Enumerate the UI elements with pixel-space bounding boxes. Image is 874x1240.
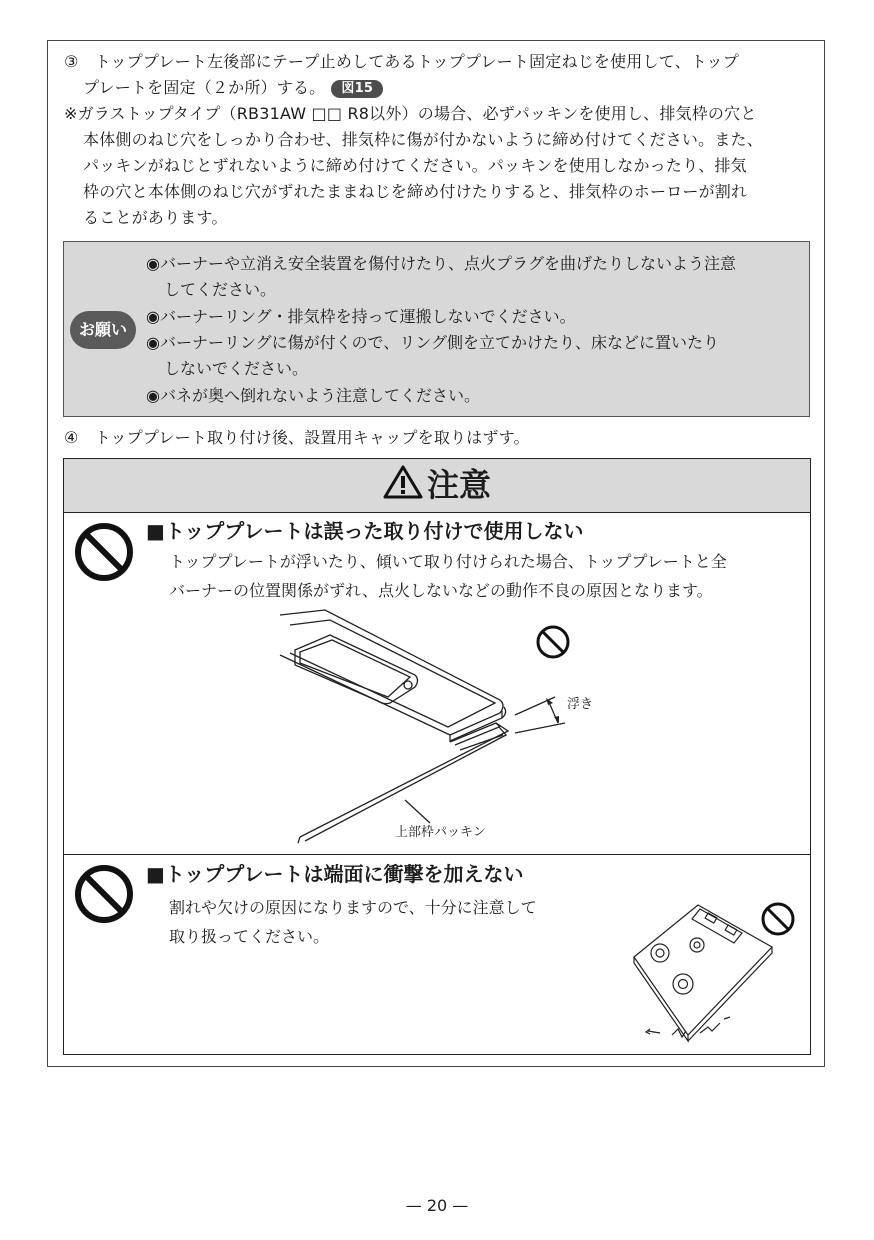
request-bullet-3: ◉バーナーリングに傷が付くので、リング側を立てかけたり、床などに置いたり bbox=[146, 333, 720, 352]
warning-triangle-icon bbox=[383, 465, 423, 499]
note-line2: 本体側のねじ穴をしっかり合わせ、排気枠に傷が付かないように締め付けてください。また、 bbox=[83, 130, 763, 149]
section1-body-line1: トッププレートが浮いたり、傾いて取り付けられた場合、トッププレートと全 bbox=[169, 552, 727, 571]
section2-body-line2: 取り扱ってください。 bbox=[169, 927, 330, 946]
caution-header bbox=[64, 459, 810, 513]
caution-title-text: 注意 bbox=[426, 466, 491, 504]
step3-line2-text: プレートを固定（２か所）する。 bbox=[83, 78, 326, 97]
prohibition-icon bbox=[74, 522, 134, 582]
note-line3: パッキンがねじとずれないように締め付けてください。パッキンを使用しなかったり、排気 bbox=[83, 156, 747, 175]
figure-ref-badge[interactable]: 図15 bbox=[331, 80, 383, 98]
step3-line2 bbox=[83, 75, 383, 101]
request-bullet-3-cont: しないでください。 bbox=[164, 359, 309, 378]
request-bullet-1-cont: してください。 bbox=[164, 280, 277, 299]
step4-text: ④ トッププレート取り付け後、設置用キャップを取りはずす。 bbox=[64, 428, 530, 447]
dropped-cooktop-illustration bbox=[630, 895, 780, 1045]
caution-title bbox=[64, 465, 810, 505]
packing-label: 上部枠パッキン bbox=[395, 825, 486, 840]
request-badge: お願い bbox=[70, 311, 136, 349]
section2-title: ■トッププレートは端面に衝撃を加えない bbox=[146, 862, 524, 886]
section1-title: ■トッププレートは誤った取り付けで使用しない bbox=[146, 519, 584, 543]
float-label: 浮き bbox=[567, 697, 594, 712]
section1-body-line2: バーナーの位置関係がずれ、点火しないなどの動作不良の原因となります。 bbox=[169, 581, 713, 600]
prohibition-icon-small bbox=[535, 624, 571, 660]
note-line5: ることがあります。 bbox=[83, 208, 228, 227]
note-line4: 枠の穴と本体側のねじ穴がずれたままねじを締め付けたりすると、排気枠のホーローが割れ bbox=[83, 182, 748, 201]
prohibition-icon-small bbox=[760, 901, 796, 937]
page-number: — 20 — bbox=[405, 1196, 469, 1215]
request-bullet-4: ◉バネが奥へ倒れないよう注意してください。 bbox=[146, 386, 480, 405]
request-bullet-1: ◉バーナーや立消え安全装置を傷付けたり、点火プラグを曲げたりしないよう注意 bbox=[146, 254, 736, 273]
section-divider bbox=[64, 854, 810, 855]
section2-body-line1: 割れや欠けの原因になりますので、十分に注意して bbox=[169, 898, 537, 917]
prohibition-icon bbox=[74, 864, 134, 924]
request-bullet-2: ◉バーナーリング・排気枠を持って運搬しないでください。 bbox=[146, 307, 576, 326]
note-line1: ※ガラストップタイプ（RB31AW □□ R8以外）の場合、必ずパッキンを使用し、排気枠の穴と bbox=[64, 104, 757, 123]
step3-line1: ③ トッププレート左後部にテープ止めしてあるトッププレート固定ねじを使用して、トップ bbox=[64, 52, 739, 71]
